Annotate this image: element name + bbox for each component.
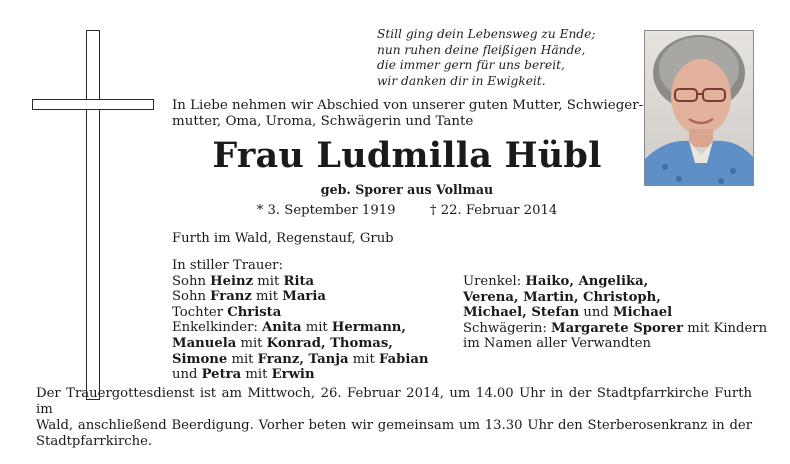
birth-date: * 3. September 1919 xyxy=(256,203,396,218)
list-item: Urenkel: Haiko, Angelika, xyxy=(463,274,649,289)
intro-line: In Liebe nehmen wir Abschied von unserer guten Mutter, Schwieger- xyxy=(172,98,644,113)
intro-line: mutter, Oma, Uroma, Schwägerin und Tante xyxy=(172,114,474,129)
list-item: Manuela mit Konrad, Thomas, xyxy=(172,335,393,351)
deceased-name: Frau Ludmilla Hübl xyxy=(212,135,602,176)
cross-symbol xyxy=(30,30,160,400)
mourners-right xyxy=(463,274,783,352)
service-line: Der Trauergottesdienst ist am Mittwoch, 26. Februar 2014, um 14.00 Uhr in der Stadtpfarrkirche Furth im xyxy=(36,386,752,417)
list-item: Verena, Martin, Christoph, xyxy=(463,289,661,305)
poem-line: nun ruhen deine fleißigen Hände, xyxy=(377,42,586,57)
list-item: Enkelkinder: Anita mit Hermann, xyxy=(172,320,406,336)
list-item: Simone mit Franz, Tanja mit Fabian xyxy=(172,351,429,367)
life-dates xyxy=(172,203,642,218)
portrait-photo xyxy=(644,30,754,186)
place-names: Furth im Wald, Regenstauf, Grub xyxy=(172,231,394,246)
service-info xyxy=(36,386,752,450)
poem-line: wir danken dir in Ewigkeit. xyxy=(377,73,546,88)
mourners-heading: In stiller Trauer: xyxy=(172,258,283,273)
list-item: im Namen aller Verwandten xyxy=(463,336,652,352)
intro-text xyxy=(172,98,642,130)
poem-line: Still ging dein Lebensweg zu Ende; xyxy=(377,27,596,41)
list-item: Sohn Franz mit Maria xyxy=(172,289,326,305)
poem-line: die immer gern für uns bereit, xyxy=(377,58,565,72)
list-item: Sohn Heinz mit Rita xyxy=(172,273,315,289)
mourners-left xyxy=(172,258,462,383)
service-line: Stadtpfarrkirche. xyxy=(36,434,153,449)
list-item: und Petra mit Erwin xyxy=(172,367,315,383)
list-item: Tochter Christa xyxy=(172,304,282,320)
list-item: Michael, Stefan und Michael xyxy=(463,305,673,321)
service-line: Wald, anschließend Beerdigung. Vorher beten wir gemeinsam um 13.30 Uhr den Sterberosenkranz in der xyxy=(36,418,752,433)
poem xyxy=(377,27,637,89)
maiden-name: geb. Sporer aus Vollmau xyxy=(320,182,494,197)
list-item: Schwägerin: Margarete Sporer mit Kindern xyxy=(463,320,768,336)
death-date: † 22. Februar 2014 xyxy=(429,203,558,218)
